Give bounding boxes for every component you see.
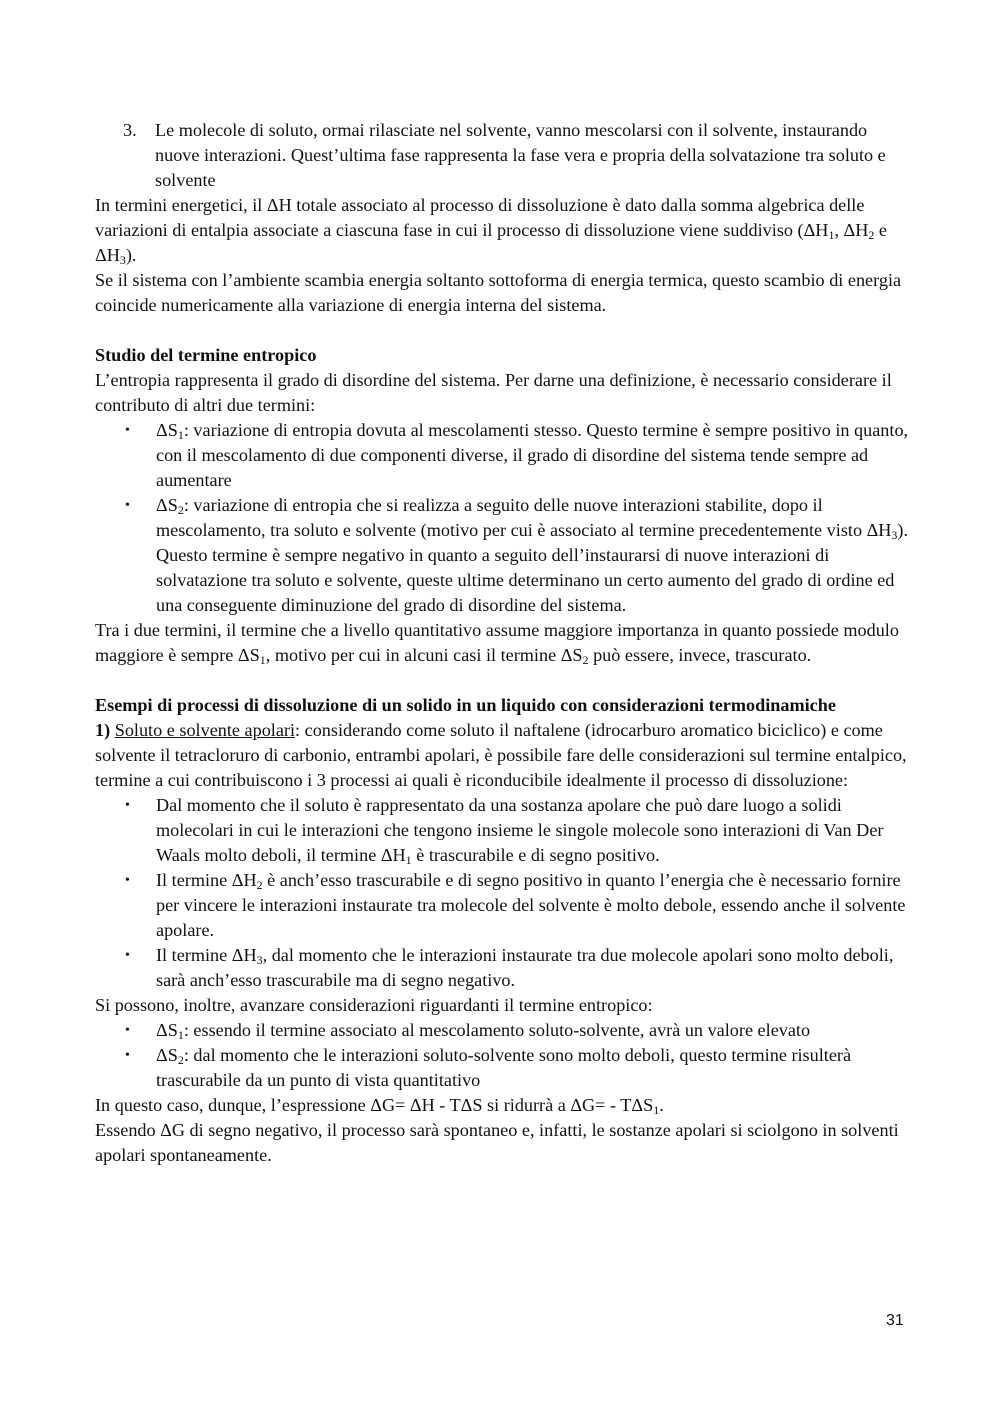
list-item-text: $\Delta S_1$: essendo il termine associato al mescolamento soluto-solvente, avrà un valore elevato	[156, 1020, 811, 1042]
bullet-icon: •	[125, 1048, 130, 1063]
bullet-list-enthalpy-terms	[95, 793, 910, 993]
section-heading-entropy: Studio del termine entropico	[95, 345, 317, 365]
example-title: Soluto e solvente apolari	[114, 720, 296, 740]
list-item-text: $\Delta S_1$: variazione di entropia dovuta al mescolamenti stesso. Questo termine è sempre positivo in quanto, con il mescolamento di due componenti diverse, il grado di disordine del sistema tende sempre ad aumentare	[156, 420, 909, 490]
list-item-text: Il termine $\Delta H_3$, dal momento che le interazioni instaurate tra due molecole apolari sono molto deboli, sarà anch’esso trascurabile ma di segno negativo.	[156, 945, 894, 990]
example-number: 1)	[95, 720, 111, 740]
paragraph-enthalpy-total	[95, 193, 910, 268]
document-body	[95, 118, 910, 1168]
paragraph-entropy-comparison: Tra i due termini, il termine che a livello quantitativo assume maggiore importanza in quanto possiede modulo maggiore è sempre $\Delta S_1$, motivo per cui in alcuni casi il termine $\Delta S_2$ può essere, invece, trascurato.	[95, 620, 899, 667]
bullet-icon: •	[125, 498, 130, 513]
list-item-text: Il termine $\Delta H_2$ è anch’esso trascurabile e di segno positivo in quanto l’energia che è necessario fornire per vincere le interazioni instaurate tra molecole del solvente è molto debole, essendo anche il solvente apolare.	[156, 870, 906, 940]
paragraph-gibbs-expression: In questo caso, dunque, l’espressione ΔG= ΔH - TΔS si ridurrà a $\Delta G= - T\Delta S_1$.	[95, 1095, 664, 1117]
bullet-icon: •	[125, 1023, 130, 1038]
list-item	[125, 493, 910, 618]
text-run: In termini energetici, il ΔH totale associato al processo di dissoluzione è dato dalla somma algebrica delle variazioni di entalpia associate a ciascuna fase in cui il processo di dissoluzione viene suddiviso (ΔH	[95, 195, 865, 240]
paragraph-entropy-considerations: Si possono, inoltre, avanzare considerazioni riguardanti il termine entropico:	[95, 995, 653, 1015]
list-item	[125, 793, 910, 868]
bullet-list-entropy-example	[95, 1018, 910, 1093]
subscript: 2	[868, 228, 875, 242]
page-number: 31	[886, 1312, 904, 1329]
section-heading-examples: Esempi di processi di dissoluzione di un solido in un liquido con considerazioni termodinamiche	[95, 695, 836, 715]
list-item	[125, 943, 910, 993]
paragraph-entropy-intro: L’entropia rappresenta il grado di disordine del sistema. Per darne una definizione, è necessario considerare il contributo di altri due termini:	[95, 370, 892, 415]
subscript: 3	[119, 253, 126, 267]
paragraph-energy-exchange: Se il sistema con l’ambiente scambia energia soltanto sottoforma di energia termica, questo scambio di energia coincide numericamente alla variazione di energia interna del sistema.	[95, 270, 902, 315]
bullet-icon: •	[125, 423, 130, 438]
list-item-text: $\Delta S_2$: dal momento che le interazioni soluto-solvente sono molto deboli, questo termine risulterà trascurabile da un punto di vista quantitativo	[156, 1045, 852, 1090]
list-item	[125, 1043, 910, 1093]
numbered-list-item	[123, 118, 910, 193]
list-item	[125, 418, 910, 493]
bullet-icon: •	[125, 873, 130, 888]
text-run: ).	[125, 245, 137, 265]
list-item-text: Le molecole di soluto, ormai rilasciate nel solvente, vanno mescolarsi con il solvente, instaurando nuove interazioni. Quest’ultima fase rappresenta la fase vera e propria della solvatazione tra soluto e solvente	[155, 120, 886, 190]
list-number: 3.	[123, 120, 137, 140]
bullet-icon: •	[125, 798, 130, 813]
text-run: e ΔH	[95, 220, 887, 265]
text-run: , ΔH	[834, 220, 869, 240]
bullet-icon: •	[125, 948, 130, 963]
paragraph-conclusion: Essendo ΔG di segno negativo, il processo sarà spontaneo e, infatti, le sostanze apolari si sciolgono in solventi apolari spontaneamente.	[95, 1120, 899, 1165]
list-item-text: Dal momento che il soluto è rappresentato da una sostanza apolare che può dare luogo a solidi molecolari in cui le interazioni che tengono insieme le singole molecole sono interazioni di Van Der Waals molto deboli, il termine $\Delta H_1$ è trascurabile e di segno positivo.	[156, 795, 884, 867]
subscript: 1	[828, 228, 835, 242]
list-item	[125, 868, 910, 943]
paragraph-example-1: 1) Soluto e solvente apolari: considerando come soluto il naftalene (idrocarburo aromatico biciclico) e come solvente il tetracloruro di carbonio, entrambi apolari, è possibile fare delle considerazioni sul termine entalpico, termine a cui contribuiscono i 3 processi ai quali è riconducibile idealmente il processo di dissoluzione:	[95, 720, 907, 790]
list-item	[125, 1018, 910, 1043]
list-item-text: $\Delta S_2$: variazione di entropia che si realizza a seguito delle nuove interazioni stabilite, dopo il mescolamento, tra soluto e solvente (motivo per cui è associato al termine precedentemente visto $\Delta H_3$). Questo termine è sempre negativo in quanto a seguito dell’instaurarsi di nuove interazioni di solvatazione tra soluto e solvente, queste ultime determinano un certo aumento del grado di ordine ed una conseguente diminuzione del grado di disordine del sistema.	[156, 495, 909, 615]
bullet-list-entropy-terms	[95, 418, 910, 618]
